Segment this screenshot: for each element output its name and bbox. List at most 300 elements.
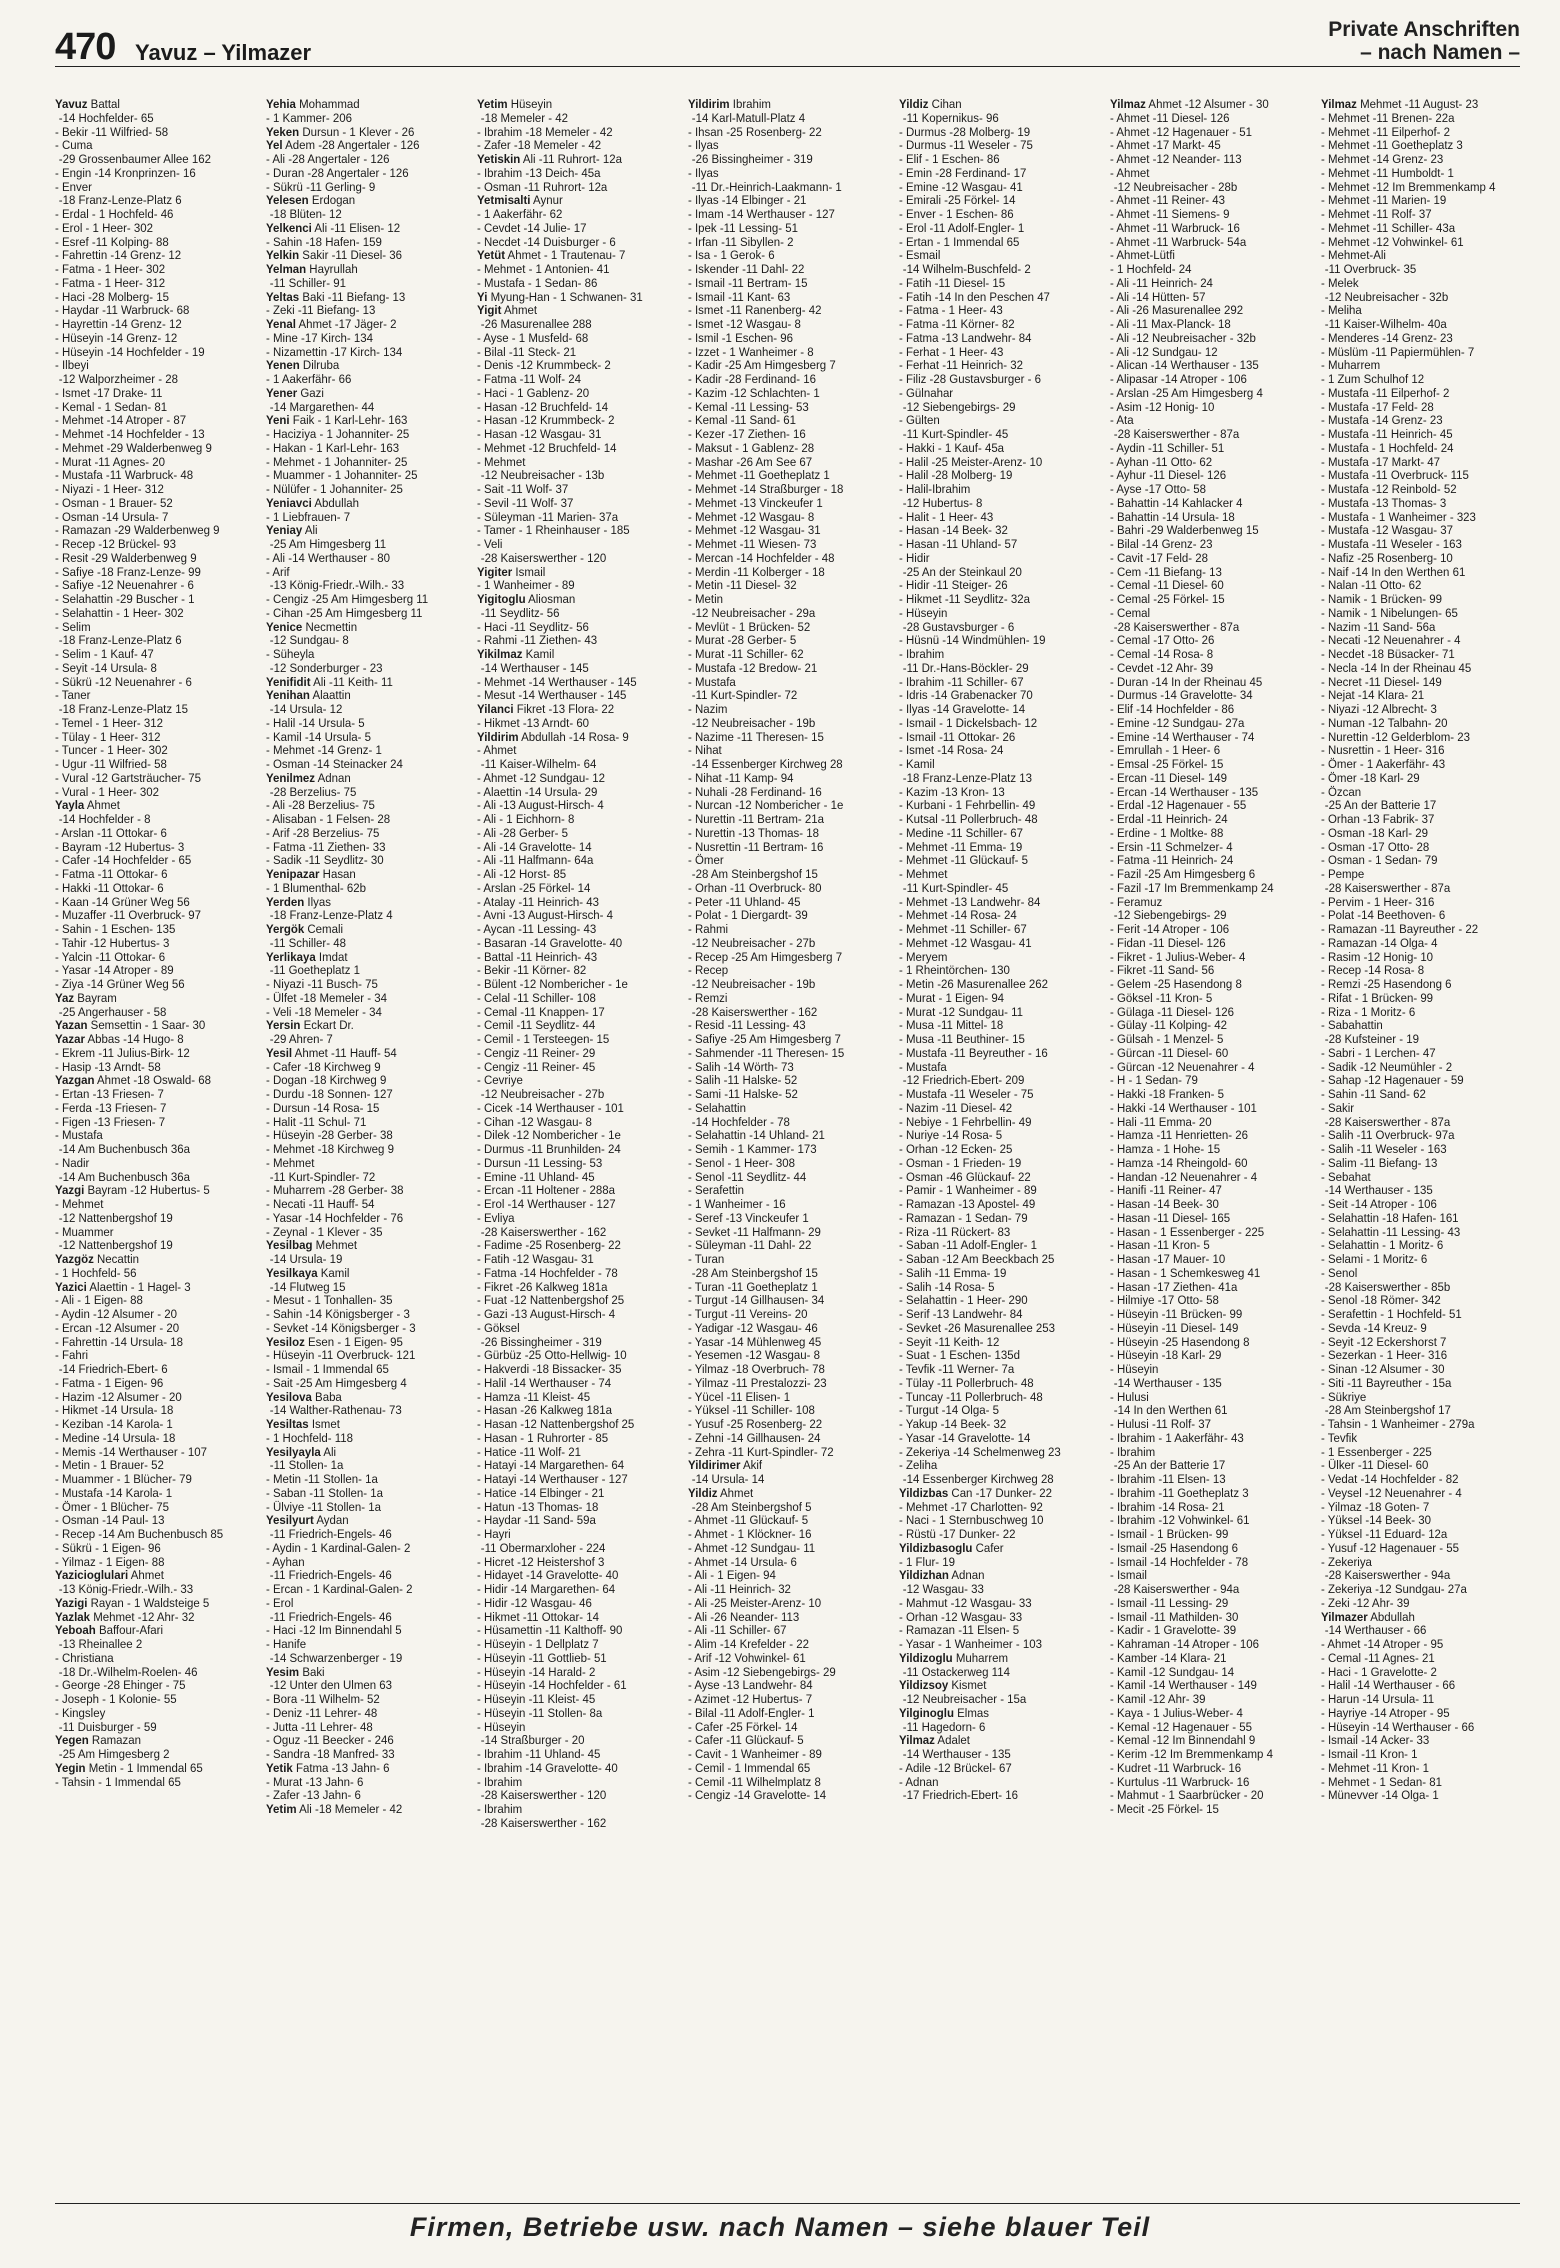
directory-line: - Ibrahim -14 Gravelotte- 40 xyxy=(477,1760,618,1775)
directory-line: - Ilbeyi xyxy=(55,358,89,373)
directory-line: - Siti -11 Bayreuther - 15a xyxy=(1321,1375,1452,1390)
directory-line: - Zeynal - 1 Klever - 35 xyxy=(266,1224,383,1239)
directory-line: - Ugur -11 Wilfried- 58 xyxy=(55,757,167,771)
directory-line: - Cemal -14 Rosa- 8 xyxy=(1110,647,1214,661)
directory-line: - Ramazan -11 Elsen- 5 xyxy=(899,1623,1020,1638)
directory-line: -14 Karl-Matull-Platz 4 xyxy=(691,110,806,125)
surname-entry xyxy=(477,566,664,580)
directory-line: - Cemal -11 Agnes- 21 xyxy=(1321,1650,1435,1665)
directory-line: - Kutsal -11 Pollerbruch- 48 xyxy=(899,812,1038,826)
directory-line: - Serafettin - 1 Hochfeld- 51 xyxy=(1321,1307,1462,1321)
directory-line: - Osman -11 Ruhrort- 12a xyxy=(477,179,608,194)
surname-entry xyxy=(266,1336,453,1350)
directory-line: - Seyit -12 Eckershorst 7 xyxy=(1321,1334,1447,1349)
directory-line: - Ayse - 1 Musfeld- 68 xyxy=(477,330,589,345)
directory-line: - Hulusi -11 Rolf- 37 xyxy=(1110,1417,1212,1431)
directory-line: - 1 Rheintörchen- 130 xyxy=(899,963,1010,978)
directory-line: - Metin -11 Diesel- 32 xyxy=(688,578,797,593)
directory-line: - Emine -12 Sundgau- 27a xyxy=(1110,715,1245,730)
directory-line: -28 Berzelius- 75 xyxy=(269,784,357,799)
directory-line: - 1 Zum Schulhof 12 xyxy=(1321,372,1425,386)
surname: Yavuz xyxy=(55,98,88,111)
directory-line: - Mehmet -14 Grenz- 1 xyxy=(266,743,382,758)
given-name-address: Ibrahim xyxy=(729,98,771,111)
directory-line: - Erdal - 1 Hochfeld- 46 xyxy=(55,207,174,221)
directory-column xyxy=(899,98,1086,2193)
directory-line: - Mehmet xyxy=(55,1197,104,1211)
directory-line: - Kamil xyxy=(899,757,935,771)
directory-line: - Ali -11 Halfmann- 64a xyxy=(477,853,594,868)
directory-line: -25 Am Himgesberg 11 xyxy=(269,537,387,551)
directory-line: - Aycan -11 Lessing- 43 xyxy=(477,922,597,936)
directory-line: - Ayse -17 Otto- 58 xyxy=(1110,482,1206,496)
directory-line: - Ahmet -17 Markt- 45 xyxy=(1110,138,1221,153)
directory-line: - Ipek -11 Lessing- 51 xyxy=(688,220,798,235)
surname-entry xyxy=(266,1762,453,1776)
given-name-address: Ahmet -12 Alsumer - 30 xyxy=(1145,98,1269,111)
directory-line: - Oguz -11 Beecker - 246 xyxy=(266,1733,394,1748)
surname-entry xyxy=(477,593,664,607)
directory-line: -14 Schwarzenberger - 19 xyxy=(269,1650,403,1665)
directory-line: - Fatih -14 In den Peschen 47 xyxy=(899,289,1050,304)
directory-line: - Ferit -14 Atroper - 106 xyxy=(1110,922,1230,936)
directory-line: - Peter -11 Uhland- 45 xyxy=(688,894,801,909)
surname-entry xyxy=(266,621,453,635)
directory-line: - Adnan xyxy=(899,1774,939,1789)
given-name-address: Mohammad xyxy=(295,98,360,111)
footer-rule xyxy=(55,2203,1520,2204)
directory-line: - Muzaffer -11 Overbruck- 97 xyxy=(55,908,202,923)
surname-entry xyxy=(266,1239,453,1253)
given-name-address: Alaettin - 1 Hagel- 3 xyxy=(86,1279,191,1294)
directory-line: - Saban -12 Am Beeckbach 25 xyxy=(899,1252,1055,1266)
directory-line: - 1 Aakerfähr- 62 xyxy=(477,207,563,221)
directory-line: - Ibrahim -11 Uhland- 45 xyxy=(477,1747,601,1761)
directory-line: - Cemal xyxy=(1110,605,1151,620)
directory-line: -13 Rheinallee 2 xyxy=(58,1637,143,1651)
directory-line: - Hüsamettin -11 Kalthoff- 90 xyxy=(477,1623,623,1638)
directory-line: - Battal -11 Heinrich- 43 xyxy=(477,949,598,964)
directory-line: - Fikret -26 Kalkweg 181a xyxy=(477,1279,608,1294)
surname: Yildizoglu xyxy=(899,1650,953,1665)
given-name-address: Ali -18 Memeler - 42 xyxy=(296,1802,403,1816)
surname: Yazigi xyxy=(55,1595,88,1610)
directory-line: - Yüksel -11 Schiller- 108 xyxy=(688,1403,815,1418)
surname: Yetim xyxy=(266,1802,297,1816)
surname-entry xyxy=(477,304,664,318)
directory-line: - Tülay - 1 Heer- 312 xyxy=(55,729,161,744)
directory-line: - Kemal -12 Hagenauer - 55 xyxy=(1110,1719,1253,1734)
directory-line: - Mehmet xyxy=(266,1155,315,1170)
directory-line: - Resid -11 Lessing- 43 xyxy=(688,1018,806,1033)
surname: Yilmaz xyxy=(1110,98,1146,111)
directory-line: - Kemal -11 Lessing- 53 xyxy=(688,399,809,414)
surname-entry xyxy=(899,1487,1086,1501)
directory-line: - 1 Liebfrauen- 7 xyxy=(266,509,351,524)
directory-line: - Jutta -11 Lehrer- 48 xyxy=(266,1719,373,1734)
directory-line: - Sükrü -11 Gerling- 9 xyxy=(266,179,376,194)
directory-line: - Salih -11 Halske- 52 xyxy=(688,1073,798,1088)
directory-line: - Kingsley xyxy=(55,1705,106,1720)
directory-line: - Metin -11 Stollen- 1a xyxy=(266,1472,378,1486)
directory-line: - Salih -14 Rosa- 5 xyxy=(899,1279,995,1294)
directory-line: - Ahmet -11 Diesel- 126 xyxy=(1110,110,1230,125)
directory-line: -18 Blüten- 12 xyxy=(269,207,342,221)
directory-line: - Hüseyin -18 Karl- 29 xyxy=(1110,1348,1222,1363)
directory-line: -14 Werthauser - 66 xyxy=(1324,1623,1427,1638)
directory-line: - Mustafa xyxy=(55,1128,103,1143)
surname: Yener xyxy=(266,385,298,400)
directory-line: - Fatma -11 Körner- 82 xyxy=(899,317,1015,331)
directory-line: - Murat - 1 Eigen- 94 xyxy=(899,990,1005,1005)
directory-line: - Zehra -11 Kurt-Spindler- 72 xyxy=(688,1444,834,1459)
directory-line: - Hasan -26 Kalkweg 181a xyxy=(477,1403,613,1418)
section-title xyxy=(1328,18,1520,64)
directory-line: - Ömer -18 Karl- 29 xyxy=(1321,770,1420,785)
directory-line: - Süleyman -11 Marien- 37a xyxy=(477,509,619,524)
directory-line: - 1 Hochfeld- 24 xyxy=(1110,262,1192,276)
directory-line: - Ahmet xyxy=(1110,165,1150,180)
directory-line: - Ismail -14 Hochfelder - 78 xyxy=(1110,1554,1249,1569)
directory-line: - Mehmet -12 Wasgau- 8 xyxy=(688,509,815,524)
directory-line: - Naif -14 In den Werthen 61 xyxy=(1321,564,1466,579)
given-name-address: Cafer xyxy=(972,1540,1004,1555)
directory-line: - Hatice -14 Elbinger - 21 xyxy=(477,1485,605,1500)
directory-line: - Cavit - 1 Wanheimer - 89 xyxy=(688,1747,822,1761)
directory-line: - Mustafa -12 Bredow- 21 xyxy=(688,660,818,675)
directory-line: -18 Dr.-Wilhelm-Roelen- 46 xyxy=(58,1664,198,1679)
directory-line: - Tahir -12 Hubertus- 3 xyxy=(55,935,170,950)
directory-line: - Mecit -25 Förkel- 15 xyxy=(1110,1802,1219,1816)
directory-line: - Murat -28 Gerber- 5 xyxy=(688,633,797,648)
surname: Yehia xyxy=(266,98,296,111)
directory-line: - Zekeriya xyxy=(1321,1554,1372,1569)
directory-line: - Hulusi xyxy=(1110,1389,1149,1404)
directory-line: - Sandra -18 Manfred- 33 xyxy=(266,1747,395,1761)
directory-line: - Durmus -11 Weseler - 75 xyxy=(899,138,1033,153)
directory-line: - Cemil -11 Seydlitz- 44 xyxy=(477,1018,596,1033)
directory-line: -26 Bissingheimer - 319 xyxy=(691,152,813,166)
directory-line: - Mehmet -12 Wasgau- 41 xyxy=(899,935,1032,950)
directory-line: - Kadir -28 Ferdinand- 16 xyxy=(688,372,817,386)
directory-line: - Sahin - 1 Eschen- 135 xyxy=(55,922,176,936)
directory-line: - Haci -12 Im Binnendahl 5 xyxy=(266,1623,402,1638)
surname: Yildirimer xyxy=(688,1458,741,1473)
given-name-address: Ali -11 Ruhrort- 12a xyxy=(520,152,622,166)
directory-line: - Hakki -11 Ottokar- 6 xyxy=(55,880,164,895)
directory-column xyxy=(1321,98,1508,2193)
directory-line: - Muammer - 1 Blücher- 79 xyxy=(55,1472,192,1486)
directory-line: - Tahsin - 1 Wanheimer - 279a xyxy=(1321,1417,1475,1431)
directory-line: - Alican -14 Werthauser - 135 xyxy=(1110,358,1259,373)
directory-line: - Arslan -25 Am Himgesberg 4 xyxy=(1110,385,1263,400)
directory-line: - Yusuf -12 Hagenauer - 55 xyxy=(1321,1540,1459,1555)
directory-line: - Recep xyxy=(688,963,729,978)
directory-line: -12 Hubertus- 8 xyxy=(902,495,983,510)
surname: Yetiskin xyxy=(477,152,521,166)
directory-line: - Nazim -11 Diesel- 42 xyxy=(899,1100,1013,1115)
directory-line: - Ertan - 1 Immendal 65 xyxy=(899,234,1020,249)
directory-line: - Mustafa xyxy=(899,1059,947,1074)
directory-line: -12 Siebengebirgs- 29 xyxy=(902,399,1016,414)
directory-line: - Cemil - 1 Immendal 65 xyxy=(688,1760,811,1775)
directory-line: - Emin -28 Ferdinand- 17 xyxy=(899,165,1027,180)
directory-line: - Mehmet -11 Marien- 19 xyxy=(1321,193,1447,208)
directory-line: - Hilmiye -17 Otto- 58 xyxy=(1110,1293,1219,1308)
surname-entry xyxy=(688,98,875,112)
directory-line: -13 König-Friedr.-Wilh.- 33 xyxy=(58,1582,194,1596)
given-name-address: Ahmet xyxy=(84,798,120,813)
directory-line: - Hasan -11 Kron- 5 xyxy=(1110,1238,1210,1253)
directory-line: - Yadigar -12 Wasgau- 46 xyxy=(688,1320,818,1335)
directory-line: - Remzi xyxy=(688,990,728,1005)
directory-line: - Alipasar -14 Atroper - 106 xyxy=(1110,372,1247,386)
directory-line: - Sait -25 Am Himgesberg 4 xyxy=(266,1375,407,1390)
directory-line: -14 Ursula- 14 xyxy=(691,1472,765,1486)
directory-line: - Ahmet - 1 Klöckner- 16 xyxy=(688,1527,812,1541)
directory-line: - Hidir -12 Wasgau- 46 xyxy=(477,1595,592,1610)
directory-line: - Fatma - 1 Heer- 302 xyxy=(55,262,166,276)
directory-line: - Kamil -14 Ursula- 5 xyxy=(266,729,372,744)
directory-line: - Kamil -12 Ahr- 39 xyxy=(1110,1692,1206,1706)
directory-line: - Salih -11 Weseler - 163 xyxy=(1321,1142,1447,1156)
surname-entry xyxy=(477,291,664,305)
directory-line: - Pervim - 1 Heer- 316 xyxy=(1321,894,1435,909)
surname-entry xyxy=(55,1033,242,1047)
directory-line: - Niyazi -12 Albrecht- 3 xyxy=(1321,702,1437,716)
given-name-address: Bayram -12 Hubertus- 5 xyxy=(84,1183,210,1198)
surname-entry xyxy=(266,524,453,538)
surname-entry xyxy=(477,194,664,208)
directory-line: - Cemal -11 Knappen- 17 xyxy=(477,1004,605,1019)
directory-line: - Ayhan -11 Otto- 62 xyxy=(1110,454,1213,469)
directory-line: - Emsal -25 Förkel- 15 xyxy=(1110,757,1224,771)
directory-line: - Mustafa - 1 Sedan- 86 xyxy=(477,275,598,290)
directory-line: - Mehmet -11 Eilperhof- 2 xyxy=(1321,124,1451,139)
directory-line: - Nazime -11 Theresen- 15 xyxy=(688,729,824,744)
directory-line: - Nazim xyxy=(688,702,728,716)
directory-line: - Recep -14 Am Buchenbusch 85 xyxy=(55,1527,224,1541)
directory-line: - Mustafa -11 Overbruck- 115 xyxy=(1321,468,1469,483)
directory-line: - Hayrettin -14 Grenz- 12 xyxy=(55,317,182,331)
surname: Yenen xyxy=(266,358,300,373)
directory-line: - Kurtulus -11 Warbruck- 16 xyxy=(1110,1774,1250,1789)
directory-line: -14 In den Werthen 61 xyxy=(1113,1403,1228,1418)
surname: Yazar xyxy=(55,1032,85,1046)
directory-line: - Yilmaz -11 Prestalozzi- 23 xyxy=(688,1375,827,1390)
directory-line: -14 Walther-Rathenau- 73 xyxy=(269,1403,402,1418)
directory-line: - Aydin -11 Schiller- 51 xyxy=(1110,440,1225,455)
given-name-address: Can -17 Dunker- 22 xyxy=(948,1485,1053,1500)
surname: Yeniay xyxy=(266,523,303,538)
directory-line: - Elif -14 Hochfelder - 86 xyxy=(1110,702,1235,716)
directory-line: - Namik - 1 Brücken- 99 xyxy=(1321,592,1442,606)
directory-line: - Gazi -13 August-Hirsch- 4 xyxy=(477,1307,616,1321)
directory-line: -28 Kaiserswerther - 87a xyxy=(1324,880,1451,895)
given-name-address: Baki xyxy=(299,1664,325,1679)
directory-line: - Joseph - 1 Kolonie- 55 xyxy=(55,1692,177,1706)
directory-line: - Veli -18 Memeler - 34 xyxy=(266,1004,382,1019)
directory-line: - Hakki - 1 Kauf- 45a xyxy=(899,440,1005,455)
directory-line: - Temel - 1 Heer- 312 xyxy=(55,715,164,730)
directory-line: - Hakki -14 Werthauser - 101 xyxy=(1110,1100,1257,1115)
directory-line: - Cengiz -14 Gravelotte- 14 xyxy=(688,1788,827,1803)
directory-line: - Osman -14 Paul- 13 xyxy=(55,1513,165,1528)
directory-line: - Rasim -12 Honig- 10 xyxy=(1321,949,1434,964)
given-name-address: Ramazan xyxy=(88,1733,141,1748)
directory-line: - Halil -25 Meister-Arenz- 10 xyxy=(899,454,1043,469)
directory-line: - Göksel xyxy=(477,1320,520,1335)
directory-line: - Yilmaz -18 Overbruch- 78 xyxy=(688,1362,825,1376)
directory-line: - Fatma -11 Wolf- 24 xyxy=(477,372,581,386)
directory-line: - Nusrettin -11 Bertram- 16 xyxy=(688,839,824,854)
given-name-address: Eckart Dr. xyxy=(300,1018,354,1033)
directory-line: - Kurbani - 1 Fehrbellin- 49 xyxy=(899,798,1036,813)
directory-line: - Haciziya - 1 Johanniter- 25 xyxy=(266,427,410,441)
directory-line: - Gülay -11 Kolping- 42 xyxy=(1110,1018,1227,1033)
directory-line: - Turan xyxy=(688,1252,725,1266)
directory-line: -14 Am Buchenbusch 36a xyxy=(58,1169,190,1184)
directory-line: -14 Werthauser - 135 xyxy=(902,1747,1011,1761)
surname-entry xyxy=(266,222,453,236)
surname: Yesilyayla xyxy=(266,1444,321,1459)
directory-line: - Yasar - 1 Wanheimer - 103 xyxy=(899,1637,1043,1651)
directory-line: - Fahrettin -14 Ursula- 18 xyxy=(55,1334,183,1349)
directory-line: - Mehmet -11 Goetheplatz 3 xyxy=(1321,138,1463,153)
directory-line: - Hanife xyxy=(266,1637,307,1651)
directory-line: - Nihat -11 Kamp- 94 xyxy=(688,770,794,785)
given-name-address: Adem -28 Angertaler - 126 xyxy=(282,138,420,153)
directory-line: - Semih - 1 Kammer- 173 xyxy=(688,1142,817,1156)
surname-entry xyxy=(266,1019,453,1033)
directory-line: - Nejat -14 Klara- 21 xyxy=(1321,688,1425,703)
directory-line: - Safiye -18 Franz-Lenze- 99 xyxy=(55,564,201,579)
directory-line: -28 Kufsteiner - 19 xyxy=(1324,1032,1420,1046)
directory-line: - Polat - 1 Diergardt- 39 xyxy=(688,908,808,923)
directory-line: - Mehmet -11 Wiesen- 73 xyxy=(688,537,817,551)
given-name-address: Mehmet -12 Ahr- 32 xyxy=(90,1609,195,1624)
directory-line: -25 An der Batterie 17 xyxy=(1324,798,1437,813)
directory-line: - Sahap -12 Hagenauer - 59 xyxy=(1321,1073,1464,1088)
surname: Yilmaz xyxy=(1321,98,1357,111)
directory-line: -28 Kaiserswerther - 94a xyxy=(1113,1582,1240,1596)
directory-line: - Ibrahim -14 Rosa- 21 xyxy=(1110,1499,1225,1514)
directory-line: -11 Stollen- 1a xyxy=(269,1458,344,1473)
directory-line: - Mehmet -11 Schiller- 67 xyxy=(899,922,1027,936)
directory-line: - Tevfik xyxy=(1321,1430,1358,1445)
directory-line: - Sabri - 1 Lerchen- 47 xyxy=(1321,1045,1436,1060)
directory-line: - Mustafa -11 Eilperhof- 2 xyxy=(1321,385,1450,400)
directory-line: -28 Am Steinbergshof 15 xyxy=(691,1265,818,1280)
directory-line: - Zekeriya -12 Sundgau- 27a xyxy=(1321,1582,1467,1596)
directory-line: - Mustafa -11 Heinrich- 45 xyxy=(1321,427,1453,441)
directory-line: - Hayri xyxy=(477,1527,511,1541)
directory-line: - Ali -11 Heinrich- 32 xyxy=(688,1582,791,1596)
given-name-address: Rayan - 1 Waldsteige 5 xyxy=(87,1595,210,1610)
directory-line: - Mehmet -29 Walderbenweg 9 xyxy=(55,440,212,455)
given-name-address: Adalet xyxy=(934,1733,970,1748)
given-name-address: Mehmet -11 August- 23 xyxy=(1356,98,1479,111)
directory-line: -12 Neubreisacher - 28b xyxy=(1113,179,1238,194)
given-name-address: Ali -11 Elisen- 12 xyxy=(311,220,401,235)
directory-line: - Fahri xyxy=(55,1348,89,1363)
directory-line: - Osman -14 Steinacker 24 xyxy=(266,757,403,771)
directory-line: -26 Bissingheimer - 319 xyxy=(480,1334,602,1349)
surname-entry xyxy=(1110,98,1297,112)
directory-line: - Nülüfer - 1 Johanniter- 25 xyxy=(266,482,403,496)
directory-line: - Mehmet -11 Humboldt- 1 xyxy=(1321,165,1454,180)
directory-line: - Halil -14 Ursula- 5 xyxy=(266,715,365,730)
surname-entry xyxy=(55,1281,242,1295)
directory-line: - Mehmet -11 Kron- 1 xyxy=(1321,1760,1430,1775)
directory-line: - Ali - 1 Eigen- 94 xyxy=(688,1568,776,1583)
directory-line: - Kudret -11 Warbruck- 16 xyxy=(1110,1760,1242,1775)
given-name-address: Metin - 1 Immendal 65 xyxy=(85,1760,203,1775)
directory-line: - Ali -11 Heinrich- 24 xyxy=(1110,275,1213,290)
directory-line: - Cevdet -14 Julie- 17 xyxy=(477,220,587,235)
surname-entry xyxy=(55,1253,242,1267)
surname: Yetim xyxy=(477,98,508,111)
directory-line: - Vural -12 Gartsträucher- 75 xyxy=(55,770,202,785)
surname: Yildiz xyxy=(899,98,929,111)
directory-line: - Kamil -12 Sundgau- 14 xyxy=(1110,1664,1235,1679)
surname: Yesilyurt xyxy=(266,1513,314,1528)
surname: Yazan xyxy=(55,1018,88,1033)
directory-line: -11 Seydlitz- 56 xyxy=(480,605,560,620)
directory-line: - Ali -11 Schiller- 67 xyxy=(688,1623,787,1638)
directory-line: - Ihsan -25 Rosenberg- 22 xyxy=(688,124,822,139)
directory-line: -14 Straßburger - 20 xyxy=(480,1733,585,1748)
directory-line: - Remzi -25 Hasendong 6 xyxy=(1321,977,1452,991)
directory-line: - Cemil -11 Wilhelmplatz 8 xyxy=(688,1774,821,1789)
directory-line: - Ercan -12 Alsumer - 20 xyxy=(55,1320,180,1335)
directory-line: -18 Franz-Lenze-Platz 15 xyxy=(58,702,189,716)
directory-line: - Menderes -14 Grenz- 23 xyxy=(1321,330,1453,345)
directory-column xyxy=(1110,98,1297,2193)
surname-entry xyxy=(55,98,242,112)
directory-line: - Ismail - 1 Immendal 65 xyxy=(266,1362,389,1376)
surname: Yigiter xyxy=(477,564,513,579)
surname-entry xyxy=(266,387,453,401)
directory-line: - Mehmet -12 Bruchfeld- 14 xyxy=(477,440,617,455)
surname: Yetmisalti xyxy=(477,193,531,208)
given-name-address: Ali -11 Keith- 11 xyxy=(310,674,393,689)
given-name-address: Cemali xyxy=(304,922,344,936)
directory-line: - Ali -26 Masurenallee 292 xyxy=(1110,303,1244,318)
directory-line: - Hasan -17 Mauer- 10 xyxy=(1110,1252,1226,1266)
surname: Yelman xyxy=(266,262,307,276)
directory-line: - Kazim -12 Schlachten- 1 xyxy=(688,385,820,400)
surname-entry xyxy=(55,1762,242,1776)
directory-line: - Sahin -14 Königsberger - 3 xyxy=(266,1307,410,1321)
directory-line: - Emrullah - 1 Heer- 6 xyxy=(1110,743,1221,758)
directory-line: - Salih -14 Wörth- 73 xyxy=(688,1059,794,1074)
directory-line: -12 Neubreisacher - 19b xyxy=(691,977,816,991)
directory-line: -11 Schiller- 91 xyxy=(269,275,346,290)
given-name-address: Ahmet -17 Jäger- 2 xyxy=(295,317,397,331)
surname: Yersin xyxy=(266,1018,301,1033)
page-header xyxy=(55,18,1520,68)
directory-line: - Rifat - 1 Brücken- 99 xyxy=(1321,990,1434,1005)
directory-line: - Hasan -12 Wasgau- 31 xyxy=(477,427,602,441)
surname-entry xyxy=(899,98,1086,112)
directory-line: - Hatayi -14 Margarethen- 64 xyxy=(477,1458,625,1473)
surname: Yildirim xyxy=(688,98,730,111)
directory-line: - Hatun -13 Thomas- 18 xyxy=(477,1499,599,1514)
directory-line: - Ismail -11 Lessing- 29 xyxy=(1110,1595,1229,1610)
directory-line: - Ramazan -11 Bayreuther - 22 xyxy=(1321,922,1479,936)
directory-line: - Mehmet -14 Grenz- 23 xyxy=(1321,152,1444,166)
